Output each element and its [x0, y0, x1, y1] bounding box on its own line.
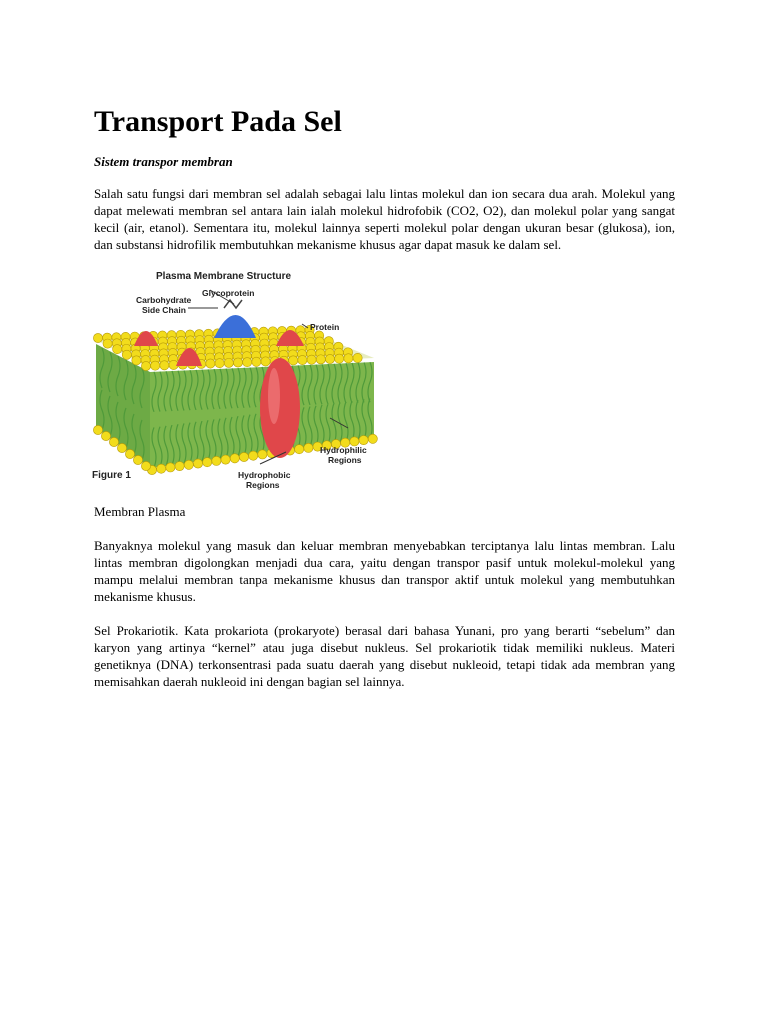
lipid-head — [215, 359, 224, 368]
lipid-head — [113, 345, 122, 354]
lipid-head — [193, 459, 202, 468]
lipid-head — [335, 354, 344, 363]
lipid-head — [224, 358, 233, 367]
glycoprotein — [214, 315, 256, 338]
lipid-head — [206, 359, 215, 368]
lipid-head — [101, 431, 110, 440]
lipid-head — [316, 355, 325, 364]
lipid-head — [289, 356, 298, 365]
lipid-head — [93, 425, 102, 434]
lipid-head — [184, 460, 193, 469]
figure-number: Figure 1 — [92, 470, 131, 481]
lipid-head — [368, 434, 377, 443]
label-hydrophobic-line1: Hydrophobic — [238, 470, 291, 480]
lipid-head — [157, 464, 166, 473]
lipid-head — [117, 443, 126, 452]
label-hydrophilic-line1: Hydrophilic — [320, 445, 367, 455]
transmembrane-protein-highlight — [268, 368, 280, 424]
lipid-head — [103, 339, 112, 348]
lipid-head — [298, 355, 307, 364]
plasma-membrane-figure — [90, 268, 380, 490]
lipid-head — [252, 357, 261, 366]
lipid-head — [325, 354, 334, 363]
lipid-head — [304, 443, 313, 452]
lipid-head — [132, 356, 141, 365]
lipid-head — [160, 361, 169, 370]
lipid-head — [243, 358, 252, 367]
lipid-head — [125, 449, 134, 458]
lipid-head — [230, 454, 239, 463]
lipid-head — [261, 357, 270, 366]
lipid-head — [175, 462, 184, 471]
lipid-head — [166, 463, 175, 472]
label-glycoprotein: Glycoprotein — [202, 288, 255, 298]
figure-heading: Plasma Membrane Structure — [156, 271, 292, 282]
label-hydrophilic-line2: Regions — [328, 455, 362, 465]
lipid-head — [151, 361, 160, 370]
lipid-head — [307, 355, 316, 364]
lipid-head — [122, 350, 131, 359]
lipid-head — [141, 461, 150, 470]
lipid-head — [344, 354, 353, 363]
paragraph-membrane-traffic: Banyaknya molekul yang masuk dan keluar membran menyebabkan terciptanya lalu lintas membran. Lalu lintas membran digolongkan menjadi dua cara, yaitu dengan transpor pasif untuk molekul-molekul yang mampu melalui membran tanpa mekanisme khusus dan transpor aktif untuk molekul yang membutuhkan mekanisme khusus. — [94, 538, 675, 604]
lipid-head — [212, 456, 221, 465]
lipid-head — [239, 452, 248, 461]
lipid-head — [295, 445, 304, 454]
membrane-illustration — [90, 268, 380, 490]
carbohydrate-chain — [224, 300, 242, 308]
lipid-head — [203, 458, 212, 467]
lipid-head — [93, 333, 102, 342]
page-title: Transport Pada Sel — [94, 105, 342, 138]
lipid-head — [258, 450, 267, 459]
label-carbohydrate-line1: Carbohydrate — [136, 295, 192, 305]
lipid-head — [249, 451, 258, 460]
section-subtitle: Sistem transpor membran — [94, 154, 233, 169]
paragraph-intro: Salah satu fungsi dari membran sel adalah sebagai lalu lintas molekul dan ion secara dua arah. Molekul yang dapat melewati membran sel antara lain ialah molekul hidrofobik (CO2, O2), dan molekul polar yang sangat kecil (air, etanol). Sementara itu, molekul lainnya seperti molekul polar dengan ukuran besar (glukosa), ion, dan substansi hidrofilik membutuhkan mekanisme khusus agar dapat masuk ke dalam sel. — [94, 186, 675, 252]
lipid-head — [221, 455, 230, 464]
transmembrane-protein — [260, 358, 300, 458]
figure-caption: Membran Plasma — [94, 504, 186, 519]
lipid-head — [353, 353, 362, 362]
label-protein: Protein — [310, 322, 340, 332]
lipid-head — [233, 358, 242, 367]
label-hydrophobic-line2: Regions — [246, 480, 280, 490]
lipid-head — [359, 436, 368, 445]
lipid-head — [109, 437, 118, 446]
label-carbohydrate-line2: Side Chain — [142, 305, 186, 315]
lipid-head — [133, 455, 142, 464]
lipid-head — [141, 361, 150, 370]
paragraph-prokaryotic-cell: Sel Prokariotik. Kata prokariota (prokaryote) berasal dari bahasa Yunani, pro yang berarti “sebelum” dan karyon yang artinya “kernel” atau juga disebut nukleus. Sel prokariotik tidak memiliki nukleus. Materi genetiknya (DNA) terkonsentrasi pada suatu daerah yang disebut nukleoid, tetapi tidak ada membran yang memisahkan daerah nukleoid ini dengan bagian sel lainnya. — [94, 623, 675, 689]
